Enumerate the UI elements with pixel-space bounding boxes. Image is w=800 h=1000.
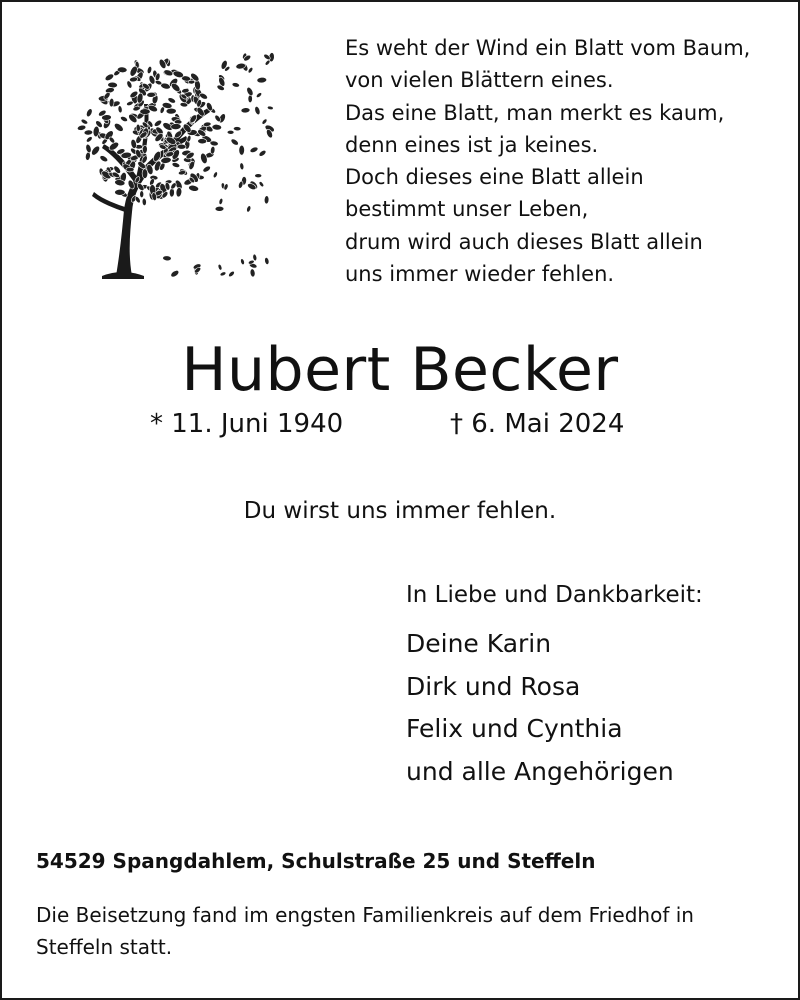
leaf (255, 174, 262, 178)
leaf (198, 138, 207, 144)
leaf (240, 258, 245, 265)
leaf (108, 82, 118, 88)
leaf (129, 76, 138, 82)
poem-line: von vielen Blättern eines. (345, 68, 614, 93)
leaf (264, 257, 270, 265)
windblown-tree-illustration (62, 32, 282, 282)
deceased-name: Hubert Becker (181, 335, 619, 405)
leaf (257, 77, 267, 83)
mourners-list (406, 623, 674, 793)
leaf (215, 206, 224, 211)
leaf (101, 114, 111, 120)
leaf (166, 108, 176, 114)
leaf (202, 165, 212, 174)
leaf (160, 157, 171, 164)
poem-line: Es weht der Wind ein Blatt vom Baum, (345, 36, 751, 60)
leaf (85, 144, 92, 154)
leaf (113, 122, 125, 133)
leaf (99, 154, 109, 163)
leaf (241, 107, 250, 113)
leaf (228, 270, 236, 278)
leaf (218, 198, 223, 205)
leaf (142, 198, 147, 206)
leaf (239, 145, 245, 155)
poem-line: Das eine Blatt, man merkt es kaum, (345, 100, 725, 125)
leaf (171, 123, 182, 130)
leaf (126, 100, 134, 106)
leaf (258, 149, 267, 157)
leaf (210, 140, 219, 146)
leaf (250, 269, 256, 278)
poem-line: uns immer wieder fehlen. (345, 262, 615, 287)
leaf (255, 92, 262, 99)
leaf (109, 98, 114, 107)
leaf (232, 82, 240, 88)
leaf (120, 115, 129, 122)
leaf (267, 106, 274, 111)
mourner-name: und alle Angehörigen (406, 756, 674, 786)
leaf (254, 106, 261, 116)
leaf (246, 205, 252, 212)
leaf (147, 66, 153, 74)
leaf (85, 108, 93, 118)
leaf (147, 92, 156, 98)
poem-line: drum wird auch dieses Blatt allein (345, 229, 703, 254)
leaf (171, 162, 180, 169)
poem (345, 32, 785, 290)
leaf (170, 269, 180, 278)
leaf (261, 118, 268, 125)
poem-line: bestimmt unser Leben, (345, 197, 589, 222)
motto: Du wirst uns immer fehlen. (243, 498, 557, 524)
leaf (80, 118, 88, 125)
leaf (90, 145, 101, 157)
mourner-name: Felix und Cynthia (406, 714, 623, 743)
leaf (188, 184, 199, 192)
leaf (104, 73, 115, 82)
leaf (258, 181, 264, 188)
thanks-label: In Liebe und Dankbarkeit: (406, 582, 703, 608)
leaf (264, 59, 271, 66)
leaf (248, 95, 253, 103)
leaf (77, 124, 87, 131)
leaf (117, 67, 127, 73)
leaf (142, 145, 147, 153)
leaf (233, 126, 241, 131)
leaf (249, 146, 259, 154)
leaf (85, 152, 91, 161)
leaf (140, 191, 144, 198)
leaf (85, 136, 93, 144)
leaf (227, 130, 234, 134)
leaf (212, 171, 218, 178)
leaf (118, 105, 123, 113)
leaf (239, 163, 244, 170)
birth-date: * 11. Juni 1940 (150, 409, 344, 439)
leaf (126, 167, 134, 172)
leaf (84, 130, 93, 136)
leaf (186, 135, 191, 143)
leaf (176, 187, 183, 197)
leaf (153, 119, 163, 128)
leaf (247, 67, 254, 74)
death-date: † 6. Mai 2024 (450, 409, 625, 439)
poem-line: Doch dieses eine Blatt allein (345, 165, 644, 190)
address: 54529 Spangdahlem, Schulstraße 25 und Steffeln (36, 849, 596, 873)
leaf (177, 144, 186, 149)
leaf (245, 86, 254, 97)
leaf (188, 80, 195, 84)
leaf-cluster (77, 52, 276, 278)
leaf (210, 146, 215, 154)
leaf (115, 189, 126, 195)
leaf (219, 271, 226, 277)
leaf (230, 138, 240, 147)
mourner-name: Dirk und Rosa (406, 671, 581, 701)
poem-line: denn eines ist ja keines. (345, 132, 599, 157)
leaf (140, 109, 150, 115)
leaf (264, 196, 269, 204)
funeral-note: Die Beisetzung fand im engsten Familienkreis auf dem Friedhof in Steffeln statt. (36, 903, 694, 959)
leaf (217, 264, 222, 271)
leaf (212, 124, 222, 130)
mourner-name: Deine Karin (406, 629, 552, 658)
leaf (169, 188, 174, 197)
leaf (162, 255, 171, 261)
leaf (136, 124, 141, 132)
leaf (238, 181, 244, 189)
